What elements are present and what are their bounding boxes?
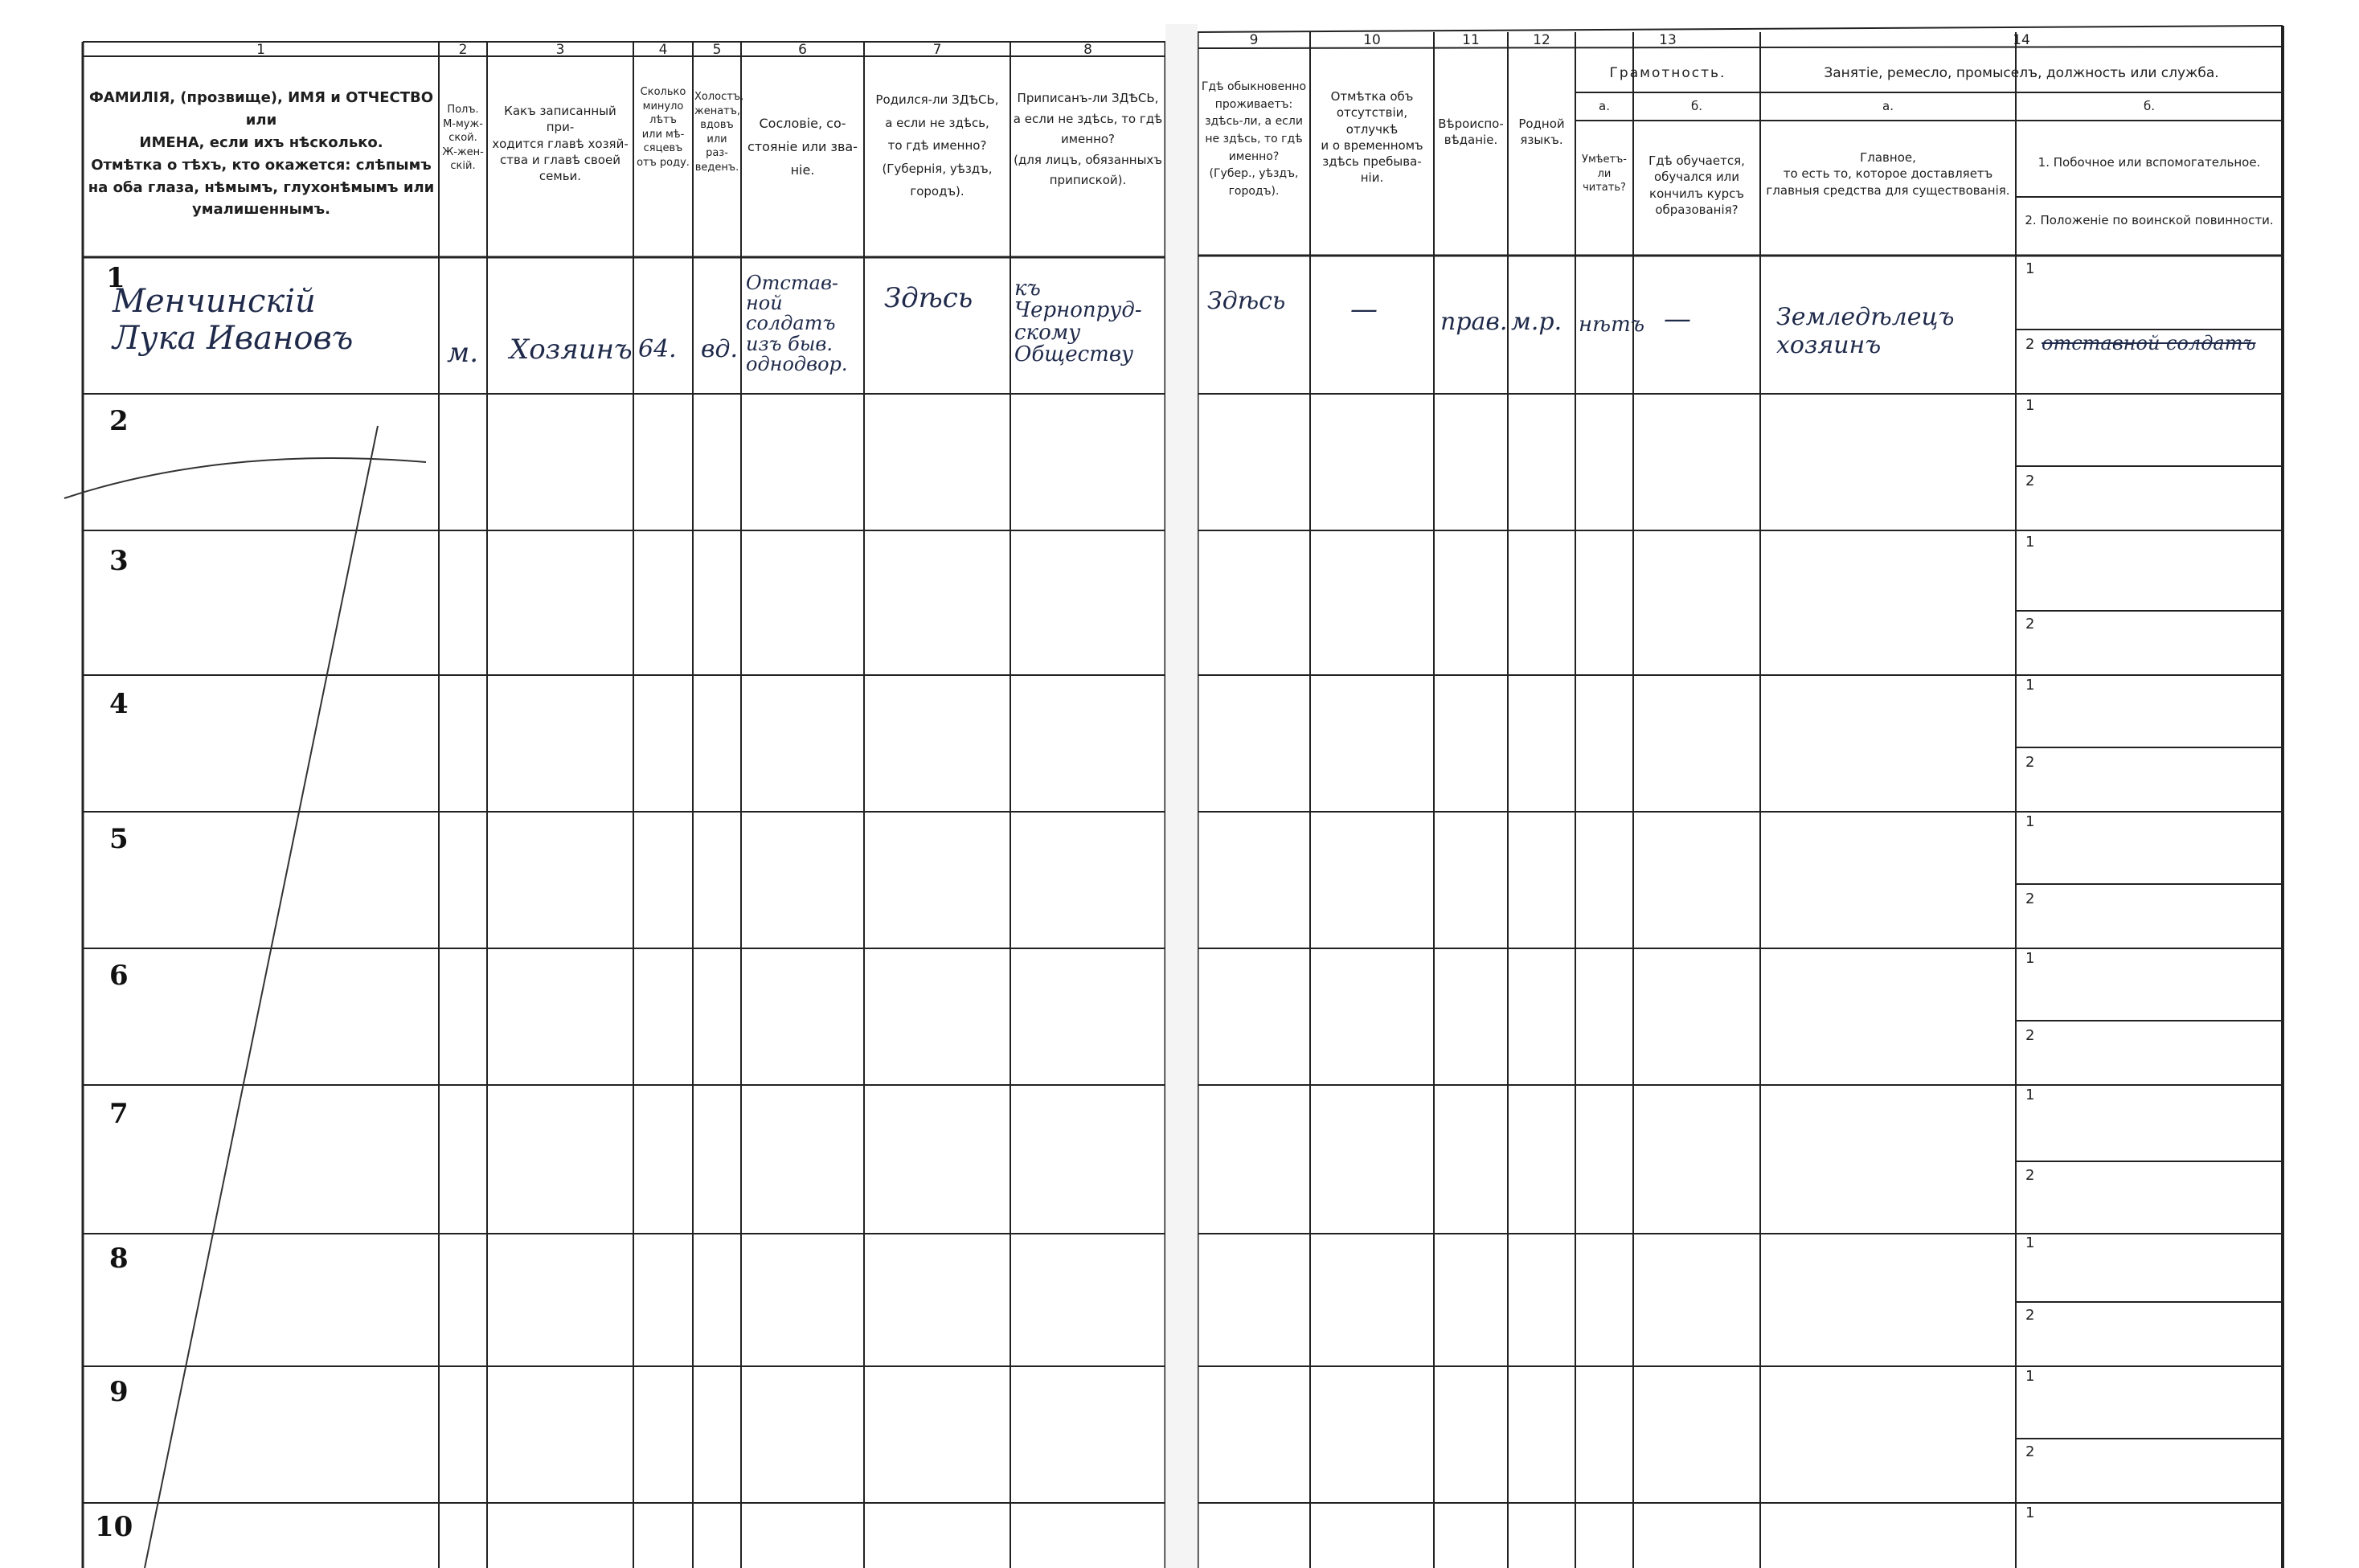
column-number-7: 7 <box>932 42 942 58</box>
entry-name: Менчинскій Лука Ивановъ <box>113 283 354 357</box>
header-occupation-secondary: 1. Побочное или вспомогательное. <box>2038 155 2261 170</box>
header-military-status: 2. Положеніе по воинской повинности. <box>2025 213 2274 227</box>
column-number-1: 1 <box>256 42 265 58</box>
entry-residence: Здѣсь <box>1207 287 1286 315</box>
header-language: Родной языкъ. <box>1518 117 1565 148</box>
subrow-3-1: 1 <box>2025 534 2035 551</box>
subrow-7-1: 1 <box>2025 1087 2035 1103</box>
header-religion: Вѣроиспо- вѣданіе. <box>1438 117 1504 148</box>
header-occupation-b-label: б. <box>2143 99 2156 113</box>
column-number-3: 3 <box>555 42 565 58</box>
subrow-10-1: 1 <box>2025 1505 2035 1521</box>
header-literacy-title: Грамотность. <box>1609 65 1726 81</box>
entry-marital: вд. <box>701 335 739 363</box>
row-number-6: 6 <box>109 960 129 992</box>
subrow-5-1: 1 <box>2025 813 2035 830</box>
header-occupation-title: Занятіе, ремесло, промыселъ, должность или служба. <box>1824 65 2219 81</box>
column-number-13: 13 <box>1659 32 1677 48</box>
subrow-9-1: 1 <box>2025 1368 2035 1385</box>
subrow-6-1: 1 <box>2025 950 2035 967</box>
entry-absence: — <box>1350 293 1378 325</box>
subrow-3-2: 2 <box>2025 616 2035 633</box>
subrow-9-2: 2 <box>2025 1443 2035 1460</box>
subrow-5-2: 2 <box>2025 890 2035 907</box>
header-can-read: Умѣетъ- ли читать? <box>1582 154 1627 194</box>
header-occupation-main: Главное, то есть то, которое доставляетъ главныя средства для существованія. <box>1766 150 2010 198</box>
header-sex: Полъ. М-муж- ской. Ж-жен- скій. <box>442 104 484 173</box>
row-number-9: 9 <box>109 1376 129 1408</box>
column-number-14: 14 <box>2013 32 2030 48</box>
entry-can-read: нѣтъ <box>1579 313 1645 337</box>
entry-occupation-main: Земледѣлецъ хозяинъ <box>1776 303 1955 359</box>
column-number-4: 4 <box>658 42 668 58</box>
subrow-8-2: 2 <box>2025 1307 2035 1324</box>
row-number-1: 1 <box>106 262 125 294</box>
header-absence: Отмѣтка объ отсутствіи, отлучкѣ и о временномъ здѣсь пребыва- ніи. <box>1321 89 1423 186</box>
subrow-4-1: 1 <box>2025 677 2035 694</box>
entry-relation: Хозяинъ <box>510 334 633 366</box>
column-number-6: 6 <box>798 42 807 58</box>
header-born: Родился-ли ЗДѢСЬ, а если не здѣсь, то гдѣ именно? (Губернія, уѣздъ, городъ). <box>875 92 999 199</box>
header-estate: Сословіе, со- стояніе или зва- ніе. <box>747 116 858 178</box>
header-name: ФАМИЛІЯ, (прозвище), ИМЯ и ОТЧЕСТВО или ИМЕНА, если ихъ нѣсколько. Отмѣтка о тѣхъ, кто окажется: слѣпымъ на оба глаза, нѣмымъ, глухонѣмымъ или умалишеннымъ. <box>88 89 435 219</box>
column-number-5: 5 <box>712 42 722 58</box>
subrow-4-2: 2 <box>2025 754 2035 771</box>
row-number-7: 7 <box>109 1098 129 1130</box>
entry-age: 64. <box>638 335 677 363</box>
entry-registered: къ Чернопруд- скому Обществу <box>1014 276 1142 366</box>
subrow-1-1: 1 <box>2025 260 2035 277</box>
column-number-9: 9 <box>1249 32 1259 48</box>
subrow-1-2: 2 <box>2025 336 2035 353</box>
header-marital: Холостъ, женатъ, вдовъ или раз- веденъ. <box>694 91 744 174</box>
header-age: Сколько минуло лѣтъ или мѣ- сяцевъ отъ роду. <box>637 86 690 169</box>
row-number-4: 4 <box>109 688 129 720</box>
column-number-2: 2 <box>458 42 468 58</box>
diagonal-cancel-stroke <box>145 426 378 1568</box>
row-number-8: 8 <box>109 1243 129 1275</box>
row-number-3: 3 <box>109 545 129 577</box>
header-literacy-a-label: а. <box>1599 99 1610 113</box>
header-residence: Гдѣ обыкновенно проживаетъ: здѣсь-ли, а если не здѣсь, то гдѣ именно? (Губер., уѣздъ, городъ). <box>1201 80 1307 199</box>
subrow-2-1: 1 <box>2025 397 2035 414</box>
column-number-8: 8 <box>1083 42 1092 58</box>
subrow-8-1: 1 <box>2025 1234 2035 1251</box>
row-number-2: 2 <box>109 405 129 437</box>
header-literacy-b-label: б. <box>1690 99 1703 113</box>
entry-language: м.р. <box>1511 308 1562 336</box>
subrow-7-2: 2 <box>2025 1167 2035 1184</box>
header-relation: Какъ записанный при- ходится главѣ хозяй- ства и главѣ своей семьи. <box>492 104 629 183</box>
header-occupation-a-label: а. <box>1882 99 1894 113</box>
subrow-6-2: 2 <box>2025 1027 2035 1044</box>
column-number-10: 10 <box>1363 32 1381 48</box>
column-number-12: 12 <box>1533 32 1550 48</box>
row-number-10: 10 <box>95 1511 133 1543</box>
header-education: Гдѣ обучается, обучался или кончилъ курсъ образованія? <box>1648 154 1745 217</box>
entry-military-status: отставной солдатъ <box>2042 332 2256 354</box>
entry-religion: прав. <box>1440 308 1508 336</box>
entry-education: — <box>1664 303 1691 335</box>
header-registered: Приписанъ-ли ЗДѢСЬ, а если не здѣсь, то гдѣ именно? (для лицъ, обязанныхъ припиской). <box>1013 91 1163 187</box>
subrow-2-2: 2 <box>2025 473 2035 489</box>
entry-estate: Отстав- ной солдатъ изъ быв. однодвор. <box>746 272 848 375</box>
column-number-11: 11 <box>1462 32 1480 48</box>
entry-sex: м. <box>447 337 478 369</box>
row-number-5: 5 <box>109 823 129 855</box>
entry-born: Здѣсь <box>884 282 973 314</box>
